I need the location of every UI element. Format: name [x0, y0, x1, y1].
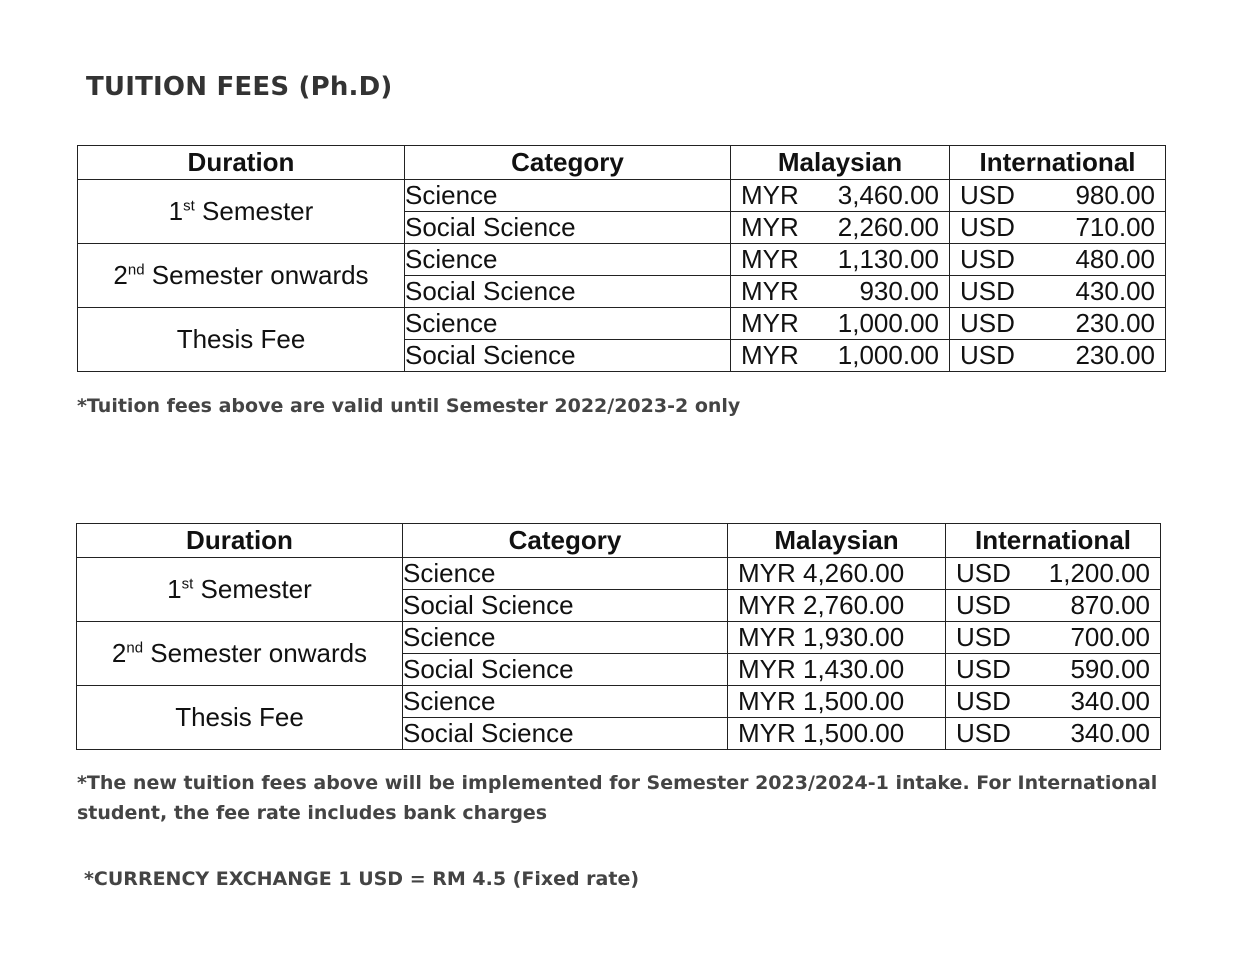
international-fee-cell: USD 1,200.00 — [946, 558, 1161, 590]
category-cell: Social Science — [405, 276, 731, 308]
table-row — [77, 558, 1161, 590]
malaysian-fee-cell: MYR 1,930.00 — [728, 622, 946, 654]
international-fee-cell: USD 430.00 — [950, 276, 1166, 308]
malaysian-fee-cell: MYR 2,760.00 — [728, 590, 946, 622]
duration-first-semester: 1st Semester — [77, 558, 403, 622]
international-fee-cell: USD 480.00 — [950, 244, 1166, 276]
malaysian-fee-cell: MYR 930.00 — [731, 276, 950, 308]
malaysian-fee-cell: MYR 1,500.00 — [728, 718, 946, 750]
header-malaysian: Malaysian — [731, 146, 950, 180]
international-fee-cell: USD 590.00 — [946, 654, 1161, 686]
category-cell: Social Science — [405, 212, 731, 244]
international-fee-cell: USD 230.00 — [950, 308, 1166, 340]
table-row — [77, 686, 1161, 718]
category-cell: Social Science — [403, 590, 728, 622]
malaysian-fee-cell: MYR 1,130.00 — [731, 244, 950, 276]
page-title: TUITION FEES (Ph.D) — [86, 72, 393, 102]
international-fee-cell: USD 980.00 — [950, 180, 1166, 212]
category-cell: Science — [405, 180, 731, 212]
category-cell: Science — [403, 558, 728, 590]
table-row — [77, 622, 1161, 654]
header-international: International — [946, 524, 1161, 558]
header-category: Category — [405, 146, 731, 180]
international-fee-cell: USD 700.00 — [946, 622, 1161, 654]
table-header-row — [78, 146, 1166, 180]
malaysian-fee-cell: MYR 1,000.00 — [731, 308, 950, 340]
fees-table-new — [76, 523, 1161, 750]
international-fee-cell: USD 340.00 — [946, 686, 1161, 718]
implementation-note: *The new tuition fees above will be implemented for Semester 2023/2024-1 intake. For International student, the fee rate includes bank charges — [77, 772, 1158, 824]
header-international: International — [950, 146, 1166, 180]
table-row — [78, 180, 1166, 212]
header-duration: Duration — [77, 524, 403, 558]
category-cell: Science — [403, 686, 728, 718]
international-fee-cell: USD 710.00 — [950, 212, 1166, 244]
fees-table-old — [77, 145, 1166, 372]
validity-note: *Tuition fees above are valid until Semester 2022/2023-2 only — [77, 395, 741, 417]
malaysian-fee-cell: MYR 1,000.00 — [731, 340, 950, 372]
duration-second-semester: 2nd Semester onwards — [77, 622, 403, 686]
duration-first-semester: 1st Semester — [78, 180, 405, 244]
duration-second-semester: 2nd Semester onwards — [78, 244, 405, 308]
category-cell: Social Science — [403, 718, 728, 750]
category-cell: Science — [403, 622, 728, 654]
malaysian-fee-cell: MYR 1,500.00 — [728, 686, 946, 718]
duration-thesis-fee: Thesis Fee — [77, 686, 403, 750]
header-category: Category — [403, 524, 728, 558]
category-cell: Social Science — [403, 654, 728, 686]
malaysian-fee-cell: MYR 4,260.00 — [728, 558, 946, 590]
header-malaysian: Malaysian — [728, 524, 946, 558]
category-cell: Science — [405, 308, 731, 340]
table-row — [78, 308, 1166, 340]
duration-thesis-fee: Thesis Fee — [78, 308, 405, 372]
international-fee-cell: USD 340.00 — [946, 718, 1161, 750]
international-fee-cell: USD 230.00 — [950, 340, 1166, 372]
malaysian-fee-cell: MYR 1,430.00 — [728, 654, 946, 686]
table-row — [78, 244, 1166, 276]
table-header-row — [77, 524, 1161, 558]
category-cell: Science — [405, 244, 731, 276]
malaysian-fee-cell: MYR 2,260.00 — [731, 212, 950, 244]
malaysian-fee-cell: MYR 3,460.00 — [731, 180, 950, 212]
category-cell: Social Science — [405, 340, 731, 372]
currency-exchange-note: *CURRENCY EXCHANGE 1 USD = RM 4.5 (Fixed rate) — [84, 868, 640, 890]
international-fee-cell: USD 870.00 — [946, 590, 1161, 622]
header-duration: Duration — [78, 146, 405, 180]
